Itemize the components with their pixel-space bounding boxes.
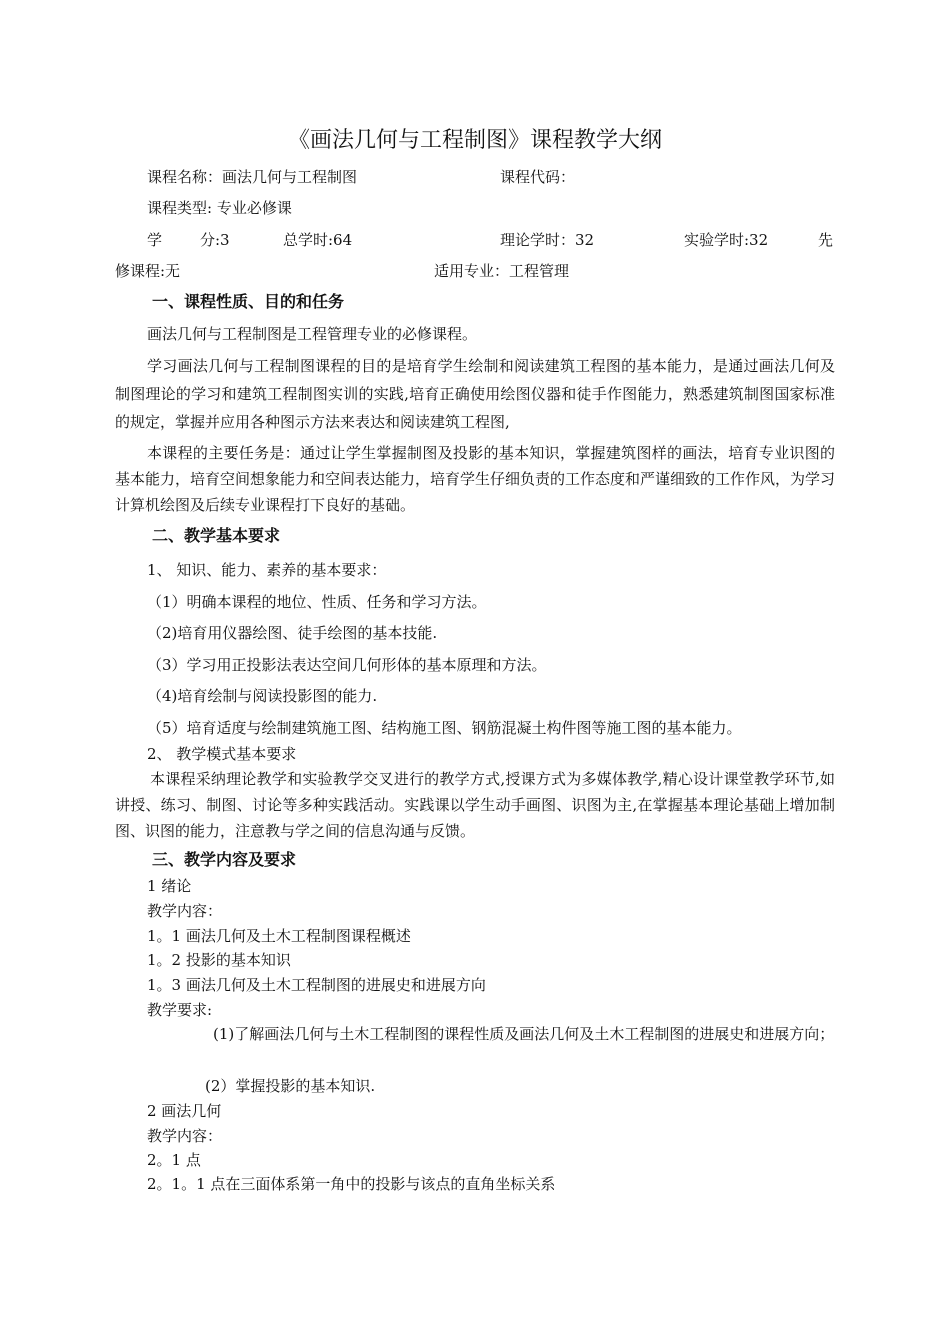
teaching-requirement-2: (2）掌握投影的基本知识. — [205, 1077, 376, 1095]
section-1-para-2: 学习画法几何与工程制图课程的目的是培育学生绘制和阅读建筑工程图的基本能力，是通过画法几何及制图理论的学习和建筑工程制图实训的实践,培育正确使用绘图仪器和徒手作图能力，熟悉建筑制图国家标准的规定，掌握并应用各种图示方法来表达和阅读建筑工程图, — [115, 357, 835, 431]
page-title: 《画法几何与工程制图》课程教学大纲 — [287, 128, 662, 153]
section-2-sub-2: 2、 教学模式基本要求 — [147, 745, 297, 763]
content-line: 1 绪论 — [147, 877, 192, 895]
section-2-para: 本课程采纳理论教学和实验教学交叉进行的教学方式,授课方式为多媒体教学,精心设计课堂教学环节,如讲授、练习、制图、讨论等多种实践活动。实践课以学生动手画图、识图为主,在掌握基本理论基础上增加制图、识图的能力，注意教与学之间的信息沟通与反馈。 — [115, 770, 835, 840]
lab-hours: 实验学时:32 — [684, 231, 769, 249]
section-2-heading: 二、教学基本要求 — [152, 526, 281, 545]
credit-label: 学 — [147, 231, 163, 249]
course-type: 课程类型: 专业必修课 — [147, 199, 292, 217]
requirement-item: （1）明确本课程的地位、性质、任务和学习方法。 — [147, 593, 487, 611]
content-line: 教学内容： — [147, 902, 223, 920]
section-2-sub-1: 1、 知识、能力、素养的基本要求： — [147, 561, 387, 579]
section-1-para-3: 本课程的主要任务是：通过让学生掌握制图及投影的基本知识，掌握建筑图样的画法，培育专业识图的基本能力，培育空间想象能力和空间表达能力，培育学生仔细负责的工作态度和严谨细致的工作作风，为学习计算机绘图及后续专业课程打下良好的基础。 — [115, 444, 836, 514]
prereq: 修课程:无 — [115, 262, 181, 280]
section-1-heading: 一、课程性质、目的和任务 — [152, 292, 345, 311]
credit-value: 分:3 — [200, 231, 230, 249]
section-3-heading: 三、教学内容及要求 — [152, 850, 297, 869]
content-line: 1。3 画法几何及土木工程制图的进展史和进展方向 — [147, 976, 486, 994]
theory-hours: 理论学时：32 — [500, 231, 595, 249]
applicable-major: 适用专业：工程管理 — [434, 262, 570, 280]
total-hours: 总学时:64 — [283, 231, 353, 249]
requirement-item: （2)培育用仪器绘图、徒手绘图的基本技能. — [147, 624, 438, 642]
content-line: 教学内容： — [147, 1127, 223, 1145]
requirement-item: （4)培育绘制与阅读投影图的能力. — [147, 687, 378, 705]
requirement-item: （5）培育适度与绘制建筑施工图、结构施工图、钢筋混凝土构件图等施工图的基本能力。 — [147, 719, 742, 737]
content-line: 2 画法几何 — [147, 1102, 222, 1120]
section-1-para-1: 画法几何与工程制图是工程管理专业的必修课程。 — [147, 325, 478, 343]
content-line: 教学要求: — [147, 1001, 213, 1019]
content-line: 2。1。1 点在三面体系第一角中的投影与该点的直角坐标关系 — [147, 1175, 556, 1193]
teaching-requirement-1: (1)了解画法几何与土木工程制图的课程性质及画法几何及土木工程制图的进展史和进展方向； — [213, 1025, 835, 1043]
content-line: 2。1 点 — [147, 1151, 201, 1169]
content-line: 1。1 画法几何及土木工程制图课程概述 — [147, 927, 411, 945]
course-code: 课程代码： — [500, 168, 576, 186]
content-line: 1。2 投影的基本知识 — [147, 951, 291, 969]
course-name: 课程名称：画法几何与工程制图 — [147, 168, 358, 186]
prereq-head: 先 — [818, 231, 834, 249]
requirement-item: （3）学习用正投影法表达空间几何形体的基本原理和方法。 — [147, 656, 547, 674]
